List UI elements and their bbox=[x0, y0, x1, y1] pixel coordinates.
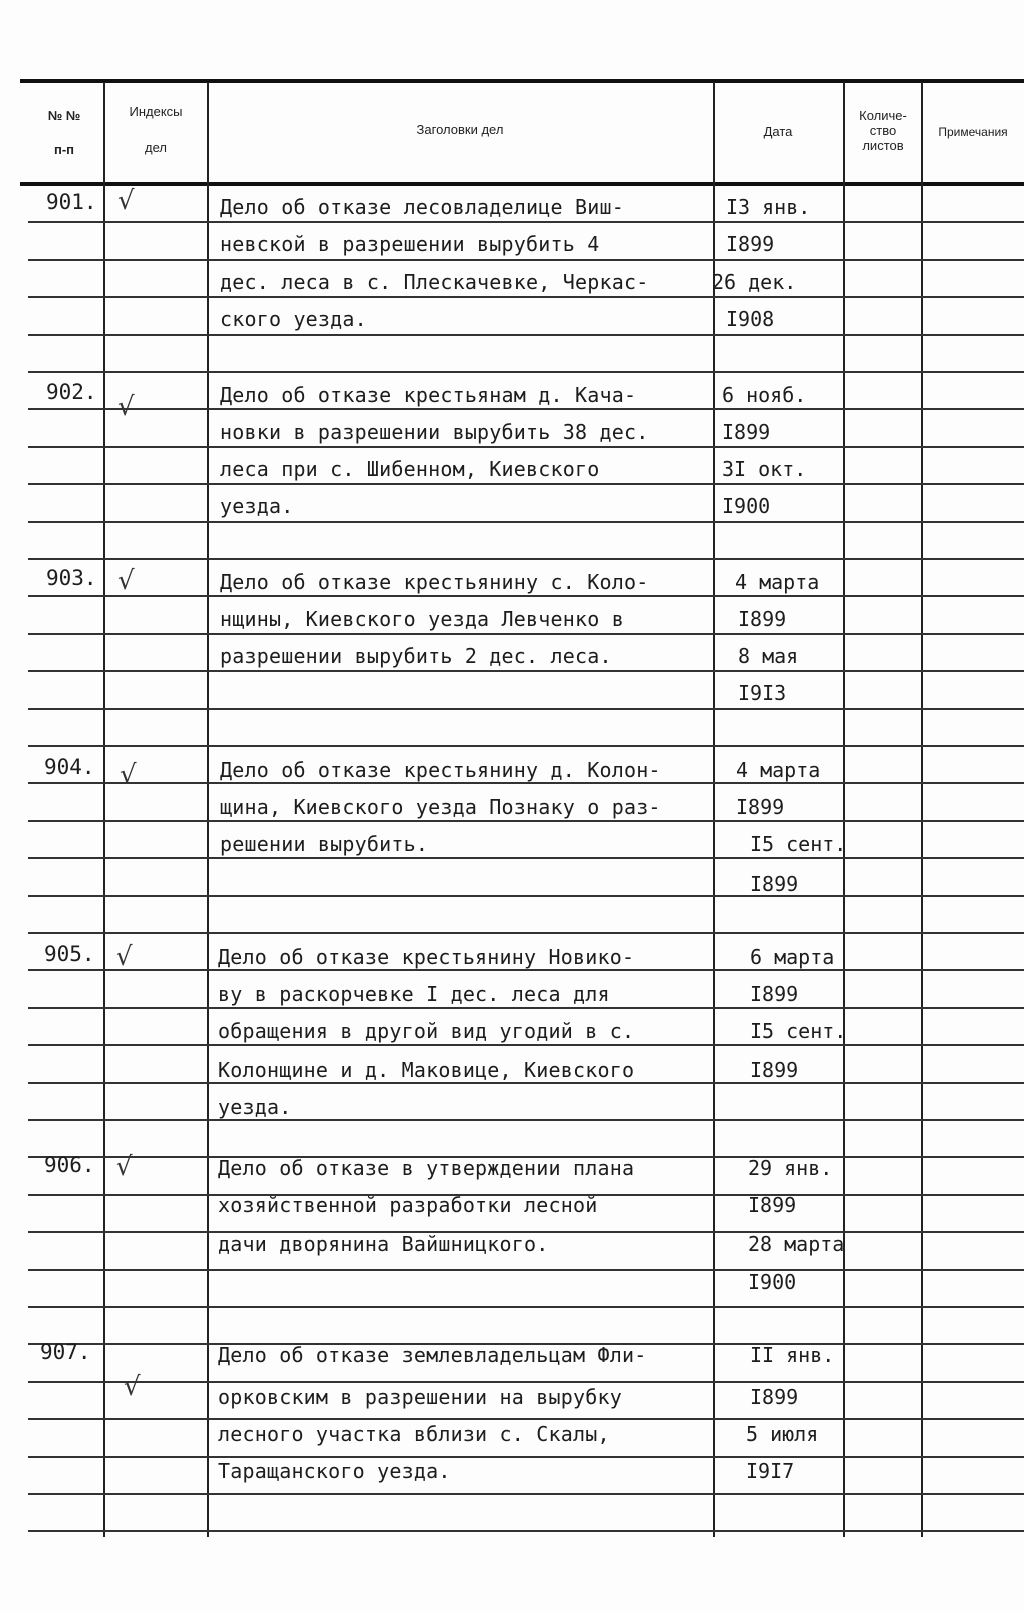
record-number: 907. bbox=[40, 1340, 91, 1364]
ruled-line bbox=[28, 820, 1024, 822]
title-line: Дело об отказе в утверждении плана bbox=[218, 1156, 635, 1180]
record-number: 902. bbox=[46, 380, 97, 404]
title-line: орковским в разрешении на вырубку bbox=[218, 1385, 622, 1409]
ruled-line bbox=[28, 670, 1024, 672]
ruled-line bbox=[28, 558, 1024, 560]
title-line: уезда. bbox=[218, 1095, 292, 1119]
ruled-line bbox=[28, 782, 1024, 784]
title-line: лесного участка вблизи с. Скалы, bbox=[218, 1422, 610, 1446]
title-line: Дело об отказе землевладельцам Фли- bbox=[218, 1343, 647, 1367]
header-sheets-line1: Количе- bbox=[859, 108, 907, 123]
ruled-line bbox=[28, 1456, 1024, 1458]
check-mark-icon: √ bbox=[116, 1152, 133, 1182]
date-end-day: I5 сент. bbox=[750, 1019, 847, 1043]
ruled-line bbox=[28, 221, 1024, 223]
title-line: Таращанского уезда. bbox=[218, 1459, 451, 1483]
title-line: обращения в другой вид угодий в с. bbox=[218, 1019, 635, 1043]
title-line: дес. леса в с. Плескачевке, Черкас- bbox=[220, 270, 649, 294]
date-end-year: I900 bbox=[748, 1270, 797, 1294]
title-line: невской в разрешении вырубить 4 bbox=[220, 232, 600, 256]
date-end-year: I900 bbox=[722, 494, 771, 518]
date-end-day: 8 мая bbox=[738, 644, 799, 668]
ruled-line bbox=[28, 857, 1024, 859]
date-start-year: I899 bbox=[726, 232, 775, 256]
check-mark-icon: √ bbox=[118, 186, 135, 216]
title-line: ского уезда. bbox=[220, 307, 367, 331]
check-mark-icon: √ bbox=[118, 392, 135, 422]
header-sheets-line2: ство bbox=[869, 123, 897, 138]
date-start-year: I899 bbox=[722, 420, 771, 444]
ruled-line bbox=[28, 483, 1024, 485]
title-line: леса при с. Шибенном, Киевского bbox=[220, 457, 600, 481]
ruled-line bbox=[28, 371, 1024, 373]
title-line: ву в раскорчевке I дес. леса для bbox=[218, 982, 610, 1006]
column-divider-title bbox=[713, 82, 715, 1537]
title-line: Дело об отказе лесовладелице Виш- bbox=[220, 195, 624, 219]
date-start-day: 4 марта bbox=[735, 570, 820, 594]
ruled-line bbox=[28, 1530, 1024, 1532]
record-number: 906. bbox=[44, 1153, 95, 1177]
column-divider-date bbox=[843, 82, 845, 1537]
ruled-line bbox=[28, 1119, 1024, 1121]
header-title: Заголовки дел bbox=[416, 122, 504, 137]
title-line: Дело об отказе крестьянину д. Колон- bbox=[220, 758, 661, 782]
title-line: нщины, Киевского уезда Левченко в bbox=[220, 607, 624, 631]
check-mark-icon: √ bbox=[120, 760, 137, 790]
ruled-line bbox=[28, 521, 1024, 523]
ruled-line bbox=[28, 1007, 1024, 1009]
date-end-day: 5 июля bbox=[746, 1422, 819, 1446]
header-sheets-line3: листов bbox=[862, 138, 904, 153]
title-line: Колонщине и д. Маковице, Киевского bbox=[218, 1058, 635, 1082]
date-start-day: 6 нояб. bbox=[722, 383, 807, 407]
date-end-year: I899 bbox=[750, 1058, 799, 1082]
ruled-line bbox=[28, 745, 1024, 747]
date-end-year: I899 bbox=[750, 872, 799, 896]
column-divider-index bbox=[207, 82, 209, 1537]
ruled-line bbox=[28, 595, 1024, 597]
title-line: хозяйственной разработки лесной bbox=[218, 1193, 598, 1217]
ruled-line bbox=[28, 1493, 1024, 1495]
record-number: 903. bbox=[46, 566, 97, 590]
header-number-line1: № № bbox=[47, 108, 81, 123]
header-index-line1: Индексы bbox=[129, 104, 183, 119]
record-number: 905. bbox=[44, 942, 95, 966]
check-mark-icon: √ bbox=[118, 566, 135, 596]
ruled-line bbox=[28, 408, 1024, 410]
date-start-day: 6 марта bbox=[750, 945, 835, 969]
ruled-line bbox=[28, 1044, 1024, 1046]
ruled-line bbox=[28, 895, 1024, 897]
title-line: решении вырубить. bbox=[220, 832, 429, 856]
check-mark-icon: √ bbox=[124, 1372, 141, 1402]
date-start-day: 4 марта bbox=[736, 758, 821, 782]
ruled-line bbox=[28, 1306, 1024, 1308]
record-number: 904. bbox=[44, 755, 95, 779]
date-start-year: I899 bbox=[736, 795, 785, 819]
title-line: разрешении вырубить 2 дес. леса. bbox=[220, 644, 612, 668]
title-line: новки в разрешении вырубить 38 дес. bbox=[220, 420, 649, 444]
ruled-line bbox=[28, 1381, 1024, 1383]
date-start-day: II янв. bbox=[750, 1343, 835, 1367]
title-line: Дело об отказе крестьянину с. Коло- bbox=[220, 570, 649, 594]
check-mark-icon: √ bbox=[116, 942, 133, 972]
header-date: Дата bbox=[763, 124, 793, 139]
header-top-rule bbox=[20, 79, 1024, 83]
date-start-year: I899 bbox=[738, 607, 787, 631]
ruled-line bbox=[28, 1269, 1024, 1271]
ruled-line bbox=[28, 969, 1024, 971]
title-line: Дело об отказе крестьянину Новико- bbox=[218, 945, 635, 969]
date-end-year: I9I7 bbox=[746, 1459, 795, 1483]
date-end-day: 28 марта bbox=[748, 1232, 845, 1256]
date-end-day: 26 дек. bbox=[712, 270, 797, 294]
date-end-year: I908 bbox=[726, 307, 775, 331]
column-divider-number bbox=[103, 82, 105, 1537]
ruled-line bbox=[28, 1418, 1024, 1420]
title-line: щина, Киевского уезда Познаку о раз- bbox=[220, 795, 661, 819]
ruled-line bbox=[28, 932, 1024, 934]
date-end-year: I9I3 bbox=[738, 681, 787, 705]
header-bottom-rule bbox=[20, 182, 1024, 186]
ruled-line bbox=[28, 296, 1024, 298]
title-line: уезда. bbox=[220, 494, 294, 518]
ruled-line bbox=[28, 1082, 1024, 1084]
header-index-line2: дел bbox=[145, 140, 167, 155]
date-start-day: I3 янв. bbox=[726, 195, 811, 219]
header-number bbox=[28, 108, 100, 158]
header-sheets bbox=[845, 108, 921, 153]
date-start-year: I899 bbox=[748, 1193, 797, 1217]
title-line: дачи дворянина Вайшницкого. bbox=[218, 1232, 549, 1256]
header-number-line2: п-п bbox=[53, 142, 75, 157]
column-divider-sheets bbox=[921, 82, 923, 1537]
ruled-line bbox=[28, 334, 1024, 336]
date-end-day: 3I окт. bbox=[722, 457, 807, 481]
ruled-line bbox=[28, 633, 1024, 635]
record-number: 901. bbox=[46, 190, 97, 214]
title-line: Дело об отказе крестьянам д. Кача- bbox=[220, 383, 637, 407]
date-start-year: I899 bbox=[750, 982, 799, 1006]
ruled-line bbox=[28, 708, 1024, 710]
header-notes: Примечания bbox=[938, 125, 1008, 139]
ruled-line bbox=[28, 446, 1024, 448]
date-end-day: I5 сент. bbox=[750, 832, 847, 856]
header-index bbox=[108, 104, 204, 156]
date-start-year: I899 bbox=[750, 1385, 799, 1409]
ruled-line bbox=[28, 259, 1024, 261]
date-start-day: 29 янв. bbox=[748, 1156, 833, 1180]
